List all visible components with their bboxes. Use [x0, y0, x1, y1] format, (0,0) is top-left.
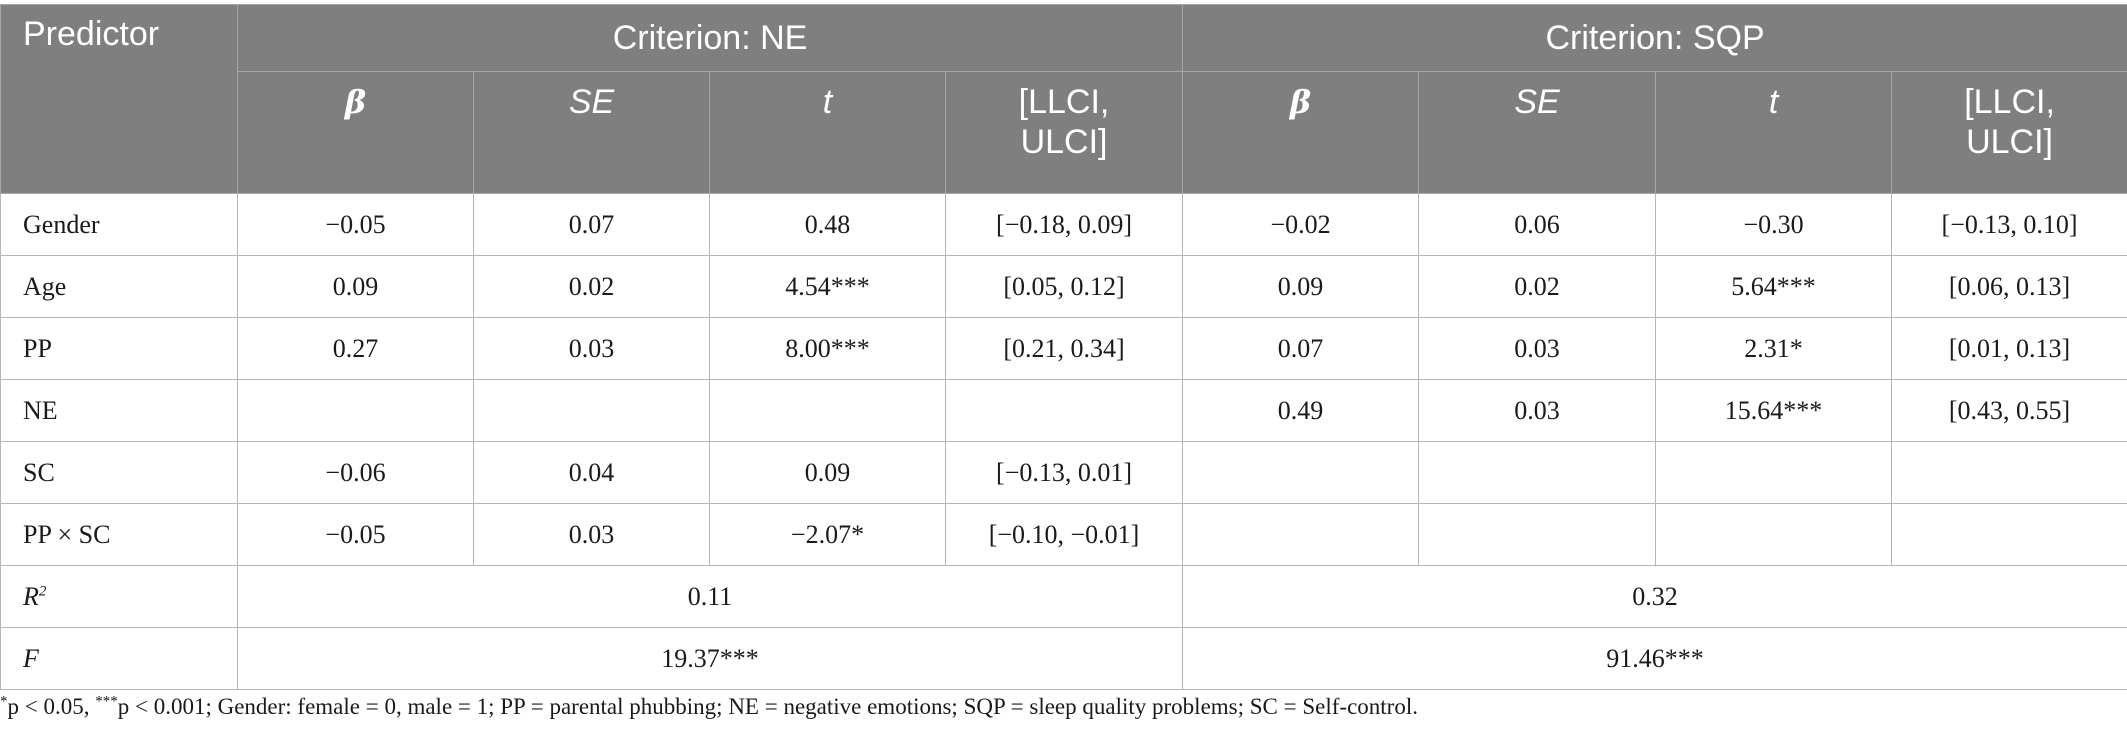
cell-sqp-ci: [0.43, 0.55]	[1892, 380, 2127, 442]
cell-sqp-beta	[1183, 442, 1419, 504]
row-label: NE	[1, 380, 238, 442]
row-label: PP × SC	[1, 504, 238, 566]
cell-ne-se	[474, 380, 710, 442]
r-squared-exponent: 2	[38, 582, 47, 599]
header-predictor: Predictor	[1, 5, 238, 194]
header-sqp-ci-line1: [LLCI,	[1964, 83, 2055, 121]
footnote-text-1: p < 0.05,	[7, 694, 96, 719]
cell-ne-ci: [−0.13, 0.01]	[946, 442, 1183, 504]
cell-ne-ci: [0.21, 0.34]	[946, 318, 1183, 380]
cell-ne-t: 8.00***	[710, 318, 946, 380]
cell-ne-beta: −0.05	[238, 504, 474, 566]
header-sqp-beta: β	[1183, 72, 1419, 194]
table-row-pp	[1, 318, 2127, 380]
header-ne-t: t	[710, 72, 946, 194]
cell-ne-se: 0.03	[474, 318, 710, 380]
cell-ne-f: 19.37***	[238, 628, 1183, 690]
header-criterion-ne: Criterion: NE	[238, 5, 1183, 72]
cell-ne-se: 0.04	[474, 442, 710, 504]
cell-sqp-beta: 0.07	[1183, 318, 1419, 380]
cell-ne-t: 0.48	[710, 194, 946, 256]
header-ne-se: SE	[474, 72, 710, 194]
table-row-gender	[1, 194, 2127, 256]
footnote-mark-single: *	[0, 693, 8, 710]
cell-sqp-se: 0.02	[1419, 256, 1656, 318]
cell-sqp-beta	[1183, 504, 1419, 566]
header-sqp-ci	[1892, 72, 2127, 194]
cell-sqp-beta: 0.09	[1183, 256, 1419, 318]
cell-sqp-ci	[1892, 504, 2127, 566]
cell-ne-beta: 0.09	[238, 256, 474, 318]
cell-sqp-t: 2.31*	[1656, 318, 1892, 380]
cell-sqp-ci: [0.01, 0.13]	[1892, 318, 2127, 380]
regression-table	[0, 4, 2127, 690]
cell-ne-t: 4.54***	[710, 256, 946, 318]
table-row-r-squared	[1, 566, 2127, 628]
r-squared-letter: R	[23, 581, 39, 611]
header-sqp-ci-line2: ULCI]	[1966, 123, 2053, 161]
cell-ne-t: −2.07*	[710, 504, 946, 566]
footnote-text-2: p < 0.001; Gender: female = 0, male = 1; PP = parental phubbing; NE = negative emotions; SQP = sleep quality problems; SC = Self-control.	[117, 694, 1418, 719]
cell-sqp-beta: −0.02	[1183, 194, 1419, 256]
footnote-mark-triple: ***	[95, 693, 118, 710]
table-row-age	[1, 256, 2127, 318]
cell-sqp-se	[1419, 504, 1656, 566]
cell-sqp-t: 5.64***	[1656, 256, 1892, 318]
header-ne-ci-line1: [LLCI,	[1018, 83, 1110, 121]
cell-sqp-se	[1419, 442, 1656, 504]
cell-ne-se: 0.03	[474, 504, 710, 566]
cell-sqp-se: 0.03	[1419, 380, 1656, 442]
row-label-r-squared	[1, 566, 238, 628]
table-row-ne	[1, 380, 2127, 442]
cell-ne-se: 0.02	[474, 256, 710, 318]
row-label-f: F	[1, 628, 238, 690]
table-footnote	[0, 694, 1418, 720]
row-label: Gender	[1, 194, 238, 256]
header-sqp-se: SE	[1419, 72, 1656, 194]
cell-ne-ci: [0.05, 0.12]	[946, 256, 1183, 318]
cell-ne-se: 0.07	[474, 194, 710, 256]
table-row-sc	[1, 442, 2127, 504]
header-sqp-t: t	[1656, 72, 1892, 194]
cell-ne-ci: [−0.18, 0.09]	[946, 194, 1183, 256]
cell-sqp-se: 0.06	[1419, 194, 1656, 256]
cell-sqp-ci: [0.06, 0.13]	[1892, 256, 2127, 318]
cell-ne-ci: [−0.10, −0.01]	[946, 504, 1183, 566]
cell-sqp-ci: [−0.13, 0.10]	[1892, 194, 2127, 256]
header-ne-ci	[946, 72, 1183, 194]
cell-ne-r-squared: 0.11	[238, 566, 1183, 628]
cell-sqp-t: −0.30	[1656, 194, 1892, 256]
cell-ne-beta: −0.05	[238, 194, 474, 256]
cell-sqp-r-squared: 0.32	[1183, 566, 2127, 628]
header-ne-ci-line2: ULCI]	[1020, 123, 1108, 161]
cell-ne-t: 0.09	[710, 442, 946, 504]
cell-sqp-t	[1656, 442, 1892, 504]
cell-ne-beta: 0.27	[238, 318, 474, 380]
cell-ne-beta	[238, 380, 474, 442]
cell-sqp-t	[1656, 504, 1892, 566]
cell-sqp-f: 91.46***	[1183, 628, 2127, 690]
cell-ne-ci	[946, 380, 1183, 442]
row-label: PP	[1, 318, 238, 380]
cell-sqp-t: 15.64***	[1656, 380, 1892, 442]
cell-ne-t	[710, 380, 946, 442]
cell-ne-beta: −0.06	[238, 442, 474, 504]
table-row-pp-x-sc	[1, 504, 2127, 566]
cell-sqp-ci	[1892, 442, 2127, 504]
header-ne-beta: β	[238, 72, 474, 194]
cell-sqp-beta: 0.49	[1183, 380, 1419, 442]
row-label: Age	[1, 256, 238, 318]
cell-sqp-se: 0.03	[1419, 318, 1656, 380]
row-label: SC	[1, 442, 238, 504]
table-row-f	[1, 628, 2127, 690]
header-criterion-sqp: Criterion: SQP	[1183, 5, 2127, 72]
